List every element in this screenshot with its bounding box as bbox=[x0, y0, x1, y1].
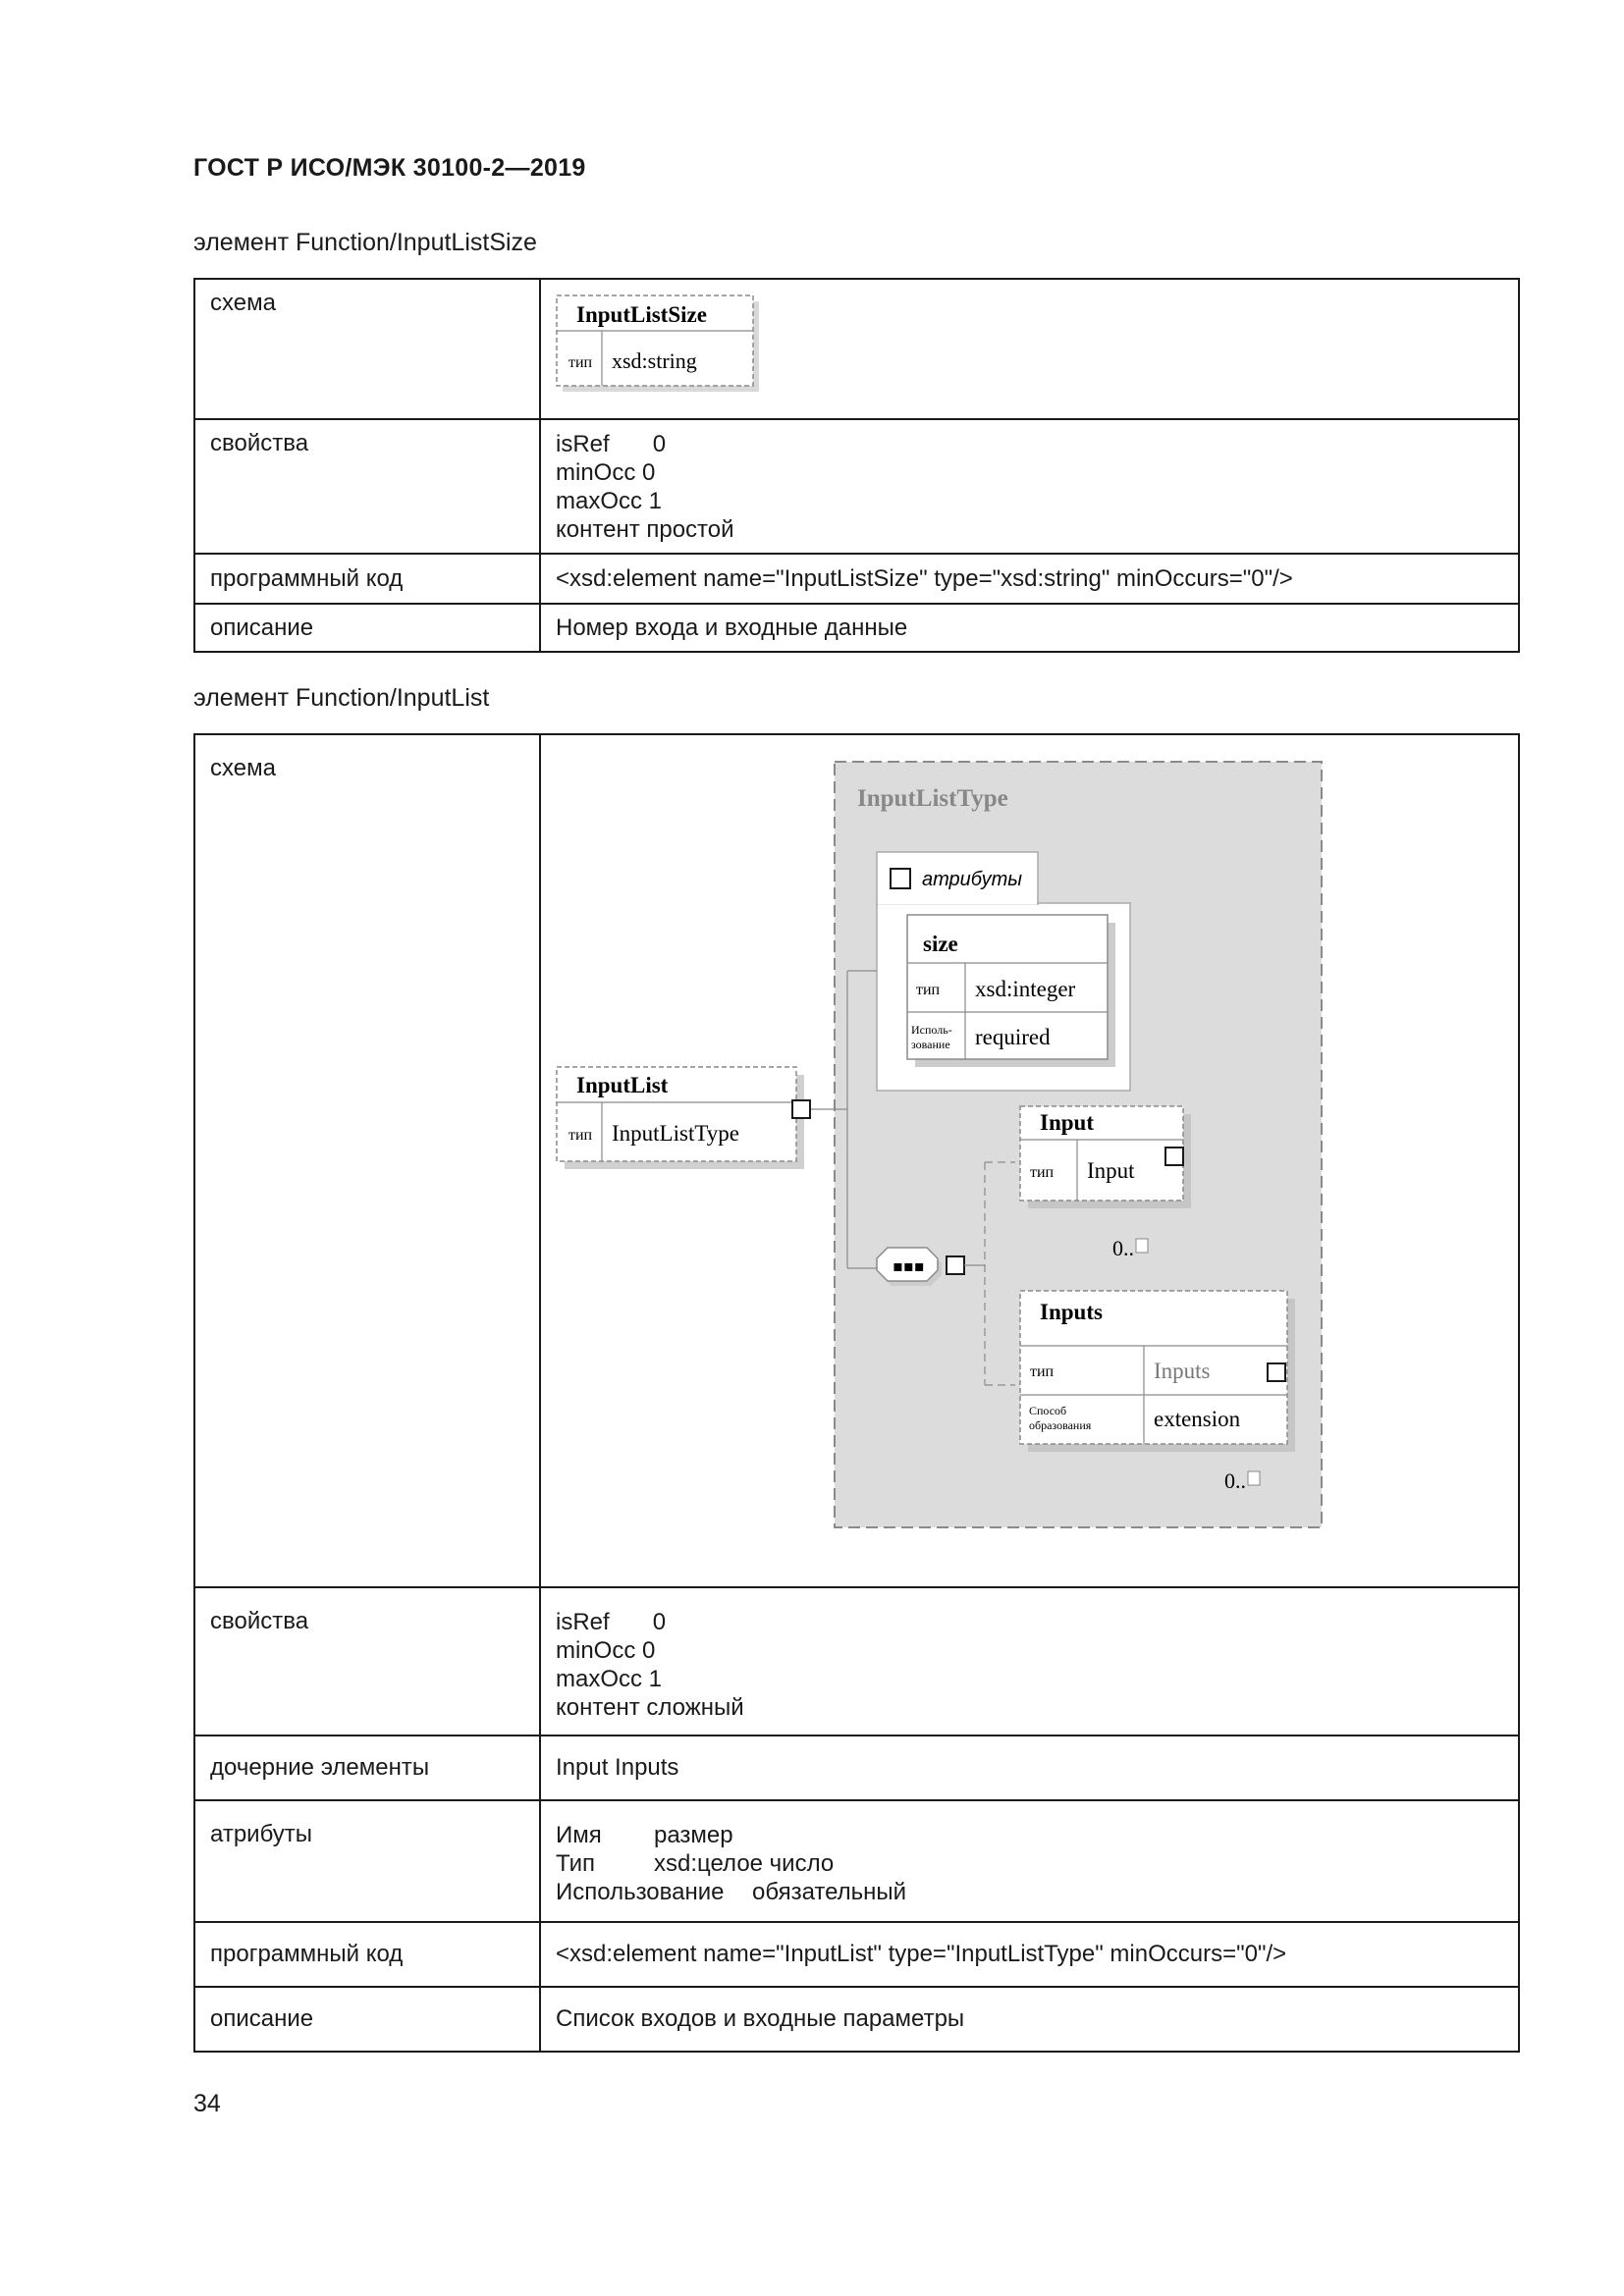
description-value: Номер входа и входные данные bbox=[540, 604, 1519, 652]
size-type-value: xsd:integer bbox=[975, 977, 1076, 1001]
section-caption-inputlist: элемент Function/InputList bbox=[193, 684, 490, 712]
inputs-deriv-label-1: Способ bbox=[1029, 1404, 1067, 1417]
attr-type-key: Тип bbox=[556, 1850, 596, 1877]
prop-isref-value: 0 bbox=[652, 1609, 667, 1635]
inputlist-type-label: тип bbox=[568, 1127, 593, 1144]
code-label: программный код bbox=[194, 554, 540, 604]
description-label: описание bbox=[194, 1987, 540, 2052]
input-type-value: Input bbox=[1087, 1158, 1135, 1183]
inputlistsize-diagram bbox=[541, 280, 1552, 418]
schema-label: схема bbox=[194, 734, 540, 1587]
size-type-label: тип bbox=[916, 982, 941, 998]
attributes-cell bbox=[540, 1800, 1519, 1922]
input-occurs: 0.. bbox=[1112, 1236, 1134, 1260]
prop-isref-key: isRef bbox=[556, 1609, 610, 1635]
description-value: Список входов и входные параметры bbox=[540, 1987, 1519, 2052]
attr-use-key: Использование bbox=[556, 1879, 725, 1905]
schema-label: схема bbox=[194, 279, 540, 419]
children-value: Input Inputs bbox=[540, 1735, 1519, 1800]
input-expand-icon[interactable] bbox=[1165, 1148, 1183, 1165]
size-attribute-name: size bbox=[923, 932, 958, 956]
complex-type-name: InputListType bbox=[857, 785, 1008, 812]
sequence-expand-icon[interactable] bbox=[947, 1256, 964, 1274]
description-label: описание bbox=[194, 604, 540, 652]
properties-cell bbox=[540, 1587, 1519, 1735]
sequence-symbol: ▪▪▪ bbox=[893, 1256, 925, 1275]
code-label: программный код bbox=[194, 1922, 540, 1987]
properties-cell bbox=[540, 419, 1519, 554]
input-type-label: тип bbox=[1030, 1164, 1055, 1181]
attributes-label: атрибуты bbox=[194, 1800, 540, 1922]
prop-isref-key: isRef bbox=[556, 431, 610, 457]
size-use-value: required bbox=[975, 1025, 1051, 1049]
attributes-expand-icon[interactable] bbox=[891, 869, 910, 888]
inputs-element-name: Inputs bbox=[1040, 1300, 1103, 1324]
inputs-occurs: 0.. bbox=[1224, 1468, 1246, 1493]
spec-table-inputlist bbox=[193, 733, 1520, 2053]
attr-name-key: Имя bbox=[556, 1822, 602, 1848]
prop-maxocc: maxOcc 1 bbox=[556, 1666, 663, 1692]
attr-use-value: обязательный bbox=[752, 1879, 907, 1905]
inputlist-type-value: InputListType bbox=[612, 1121, 739, 1146]
inputs-type-value: Inputs bbox=[1154, 1359, 1211, 1383]
prop-minocc: minOcc 0 bbox=[556, 459, 656, 486]
schema-cell bbox=[540, 734, 1519, 1587]
input-element-name: Input bbox=[1040, 1110, 1094, 1135]
prop-maxocc: maxOcc 1 bbox=[556, 488, 663, 514]
attributes-tab-label: атрибуты bbox=[922, 869, 1022, 890]
properties-label: свойства bbox=[194, 1587, 540, 1735]
inputs-expand-icon[interactable] bbox=[1268, 1363, 1285, 1381]
attr-name-value: размер bbox=[654, 1822, 733, 1848]
inputs-type-label: тип bbox=[1030, 1363, 1055, 1380]
prop-content: контент сложный bbox=[556, 1694, 744, 1721]
spec-table-inputlistsize bbox=[193, 278, 1520, 653]
code-value: <xsd:element name="InputList" type="InputListType" minOccurs="0"/> bbox=[540, 1922, 1519, 1987]
schema-cell bbox=[540, 279, 1519, 419]
page-number: 34 bbox=[193, 2090, 221, 2117]
inputlistsize-type-label: тип bbox=[568, 354, 593, 371]
prop-minocc: minOcc 0 bbox=[556, 1637, 656, 1664]
prop-content: контент простой bbox=[556, 516, 734, 543]
document-header: ГОСТ Р ИСО/МЭК 30100-2—2019 bbox=[193, 154, 586, 182]
inputs-occurs-glyph-icon bbox=[1248, 1471, 1260, 1485]
inputlist-diagram bbox=[541, 735, 1552, 1586]
input-occurs-glyph-icon bbox=[1136, 1239, 1148, 1253]
prop-isref-value: 0 bbox=[652, 431, 667, 457]
inputlistsize-type-value: xsd:string bbox=[612, 348, 697, 373]
size-use-label-2: зование bbox=[911, 1038, 950, 1051]
code-value: <xsd:element name="InputListSize" type="xsd:string" minOccurs="0"/> bbox=[540, 554, 1519, 604]
attr-type-value: xsd:целое число bbox=[654, 1850, 835, 1877]
properties-label: свойства bbox=[194, 419, 540, 554]
inputlistsize-element-name: InputListSize bbox=[576, 302, 707, 327]
section-caption-inputlistsize: элемент Function/InputListSize bbox=[193, 229, 537, 256]
inputlist-element-name: InputList bbox=[576, 1073, 669, 1097]
size-use-label-1: Исполь- bbox=[911, 1023, 952, 1037]
inputlist-expand-icon[interactable] bbox=[792, 1100, 810, 1118]
children-label: дочерние элементы bbox=[194, 1735, 540, 1800]
inputs-deriv-value: extension bbox=[1154, 1407, 1241, 1431]
inputs-deriv-label-2: образования bbox=[1029, 1418, 1092, 1432]
